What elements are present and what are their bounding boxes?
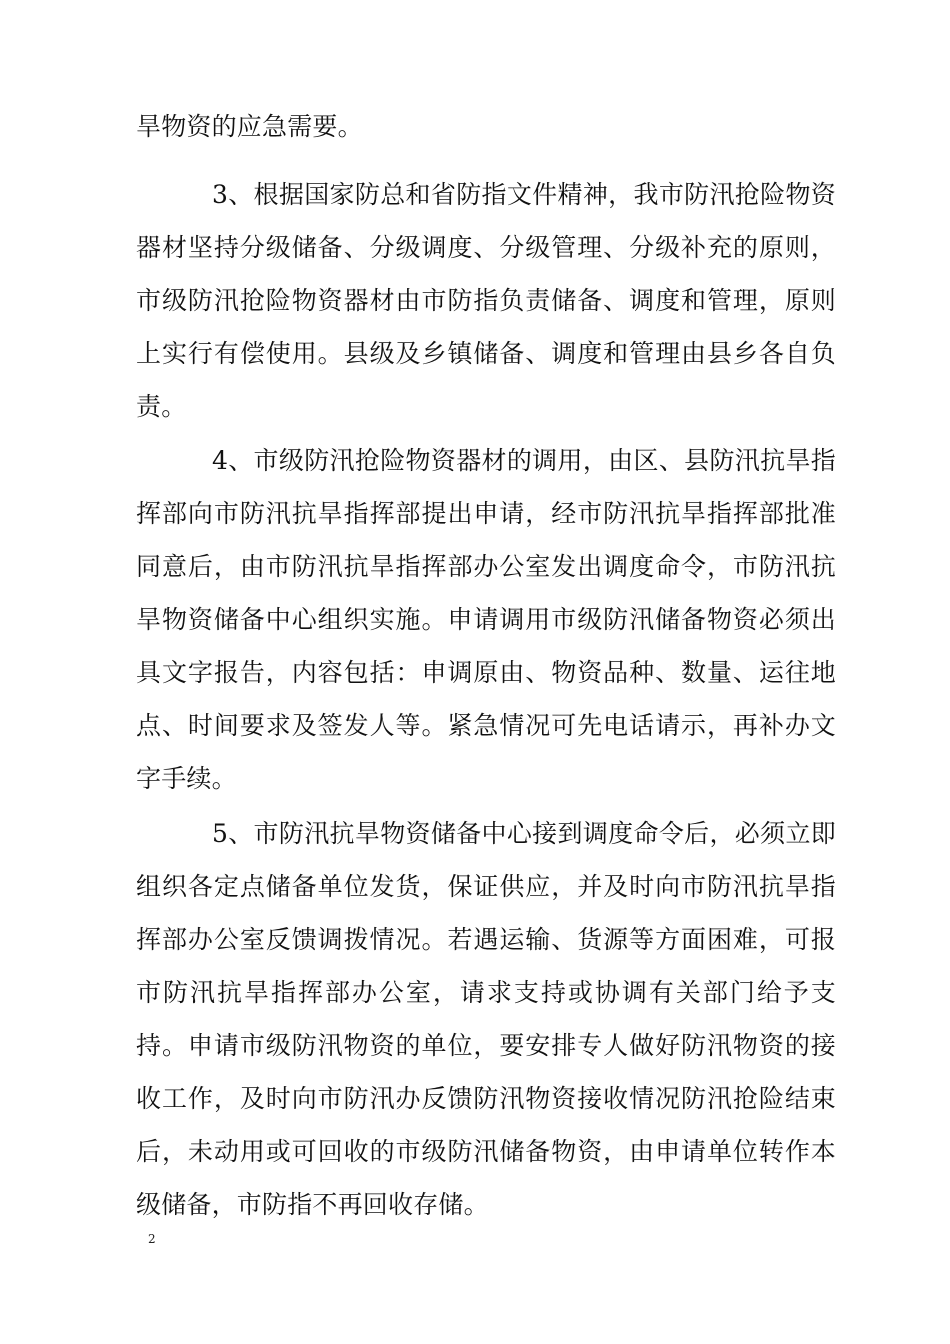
paragraph-item-5: 5、市防汛抗旱物资储备中心接到调度命令后，必须立即组织各定点储备单位发货，保证供应，并及时向市防汛抗旱指挥部办公室反馈调拨情况。若遇运输、货源等方面困难，可报市防汛抗旱指挥部办公室，请求支持或协调有关部门给予支持。申请市级防汛物资的单位，要安排专人做好防汛物资的接收工作，及时向市防汛办反馈防汛物资接收情况防汛抢险结束后，未动用或可回收的市级防汛储备物资，由申请单位转作本级储备，市防指不再回收存储。 <box>136 819 836 1219</box>
page-number: 2 <box>148 1232 156 1246</box>
paragraph-continuation: 旱物资的应急需要。 <box>136 112 363 141</box>
paragraph-item-3: 3、根据国家防总和省防指文件精神，我市防汛抢险物资器材坚持分级储备、分级调度、分级管理、分级补充的原则，市级防汛抢险物资器材由市防指负责储备、调度和管理，原则上实行有偿使用。县级及乡镇储备、调度和管理由县乡各自负责。 <box>136 180 836 421</box>
paragraph-item-4: 4、市级防汛抢险物资器材的调用，由区、县防汛抗旱指挥部向市防汛抗旱指挥部提出申请，经市防汛抗旱指挥部批准同意后，由市防汛抗旱指挥部办公室发出调度命令，市防汛抗旱物资储备中心组织实施。申请调用市级防汛储备物资必须出具文字报告，内容包括：申调原由、物资品种、数量、运往地点、时间要求及签发人等。紧急情况可先电话请示，再补办文字手续。 <box>136 446 836 793</box>
